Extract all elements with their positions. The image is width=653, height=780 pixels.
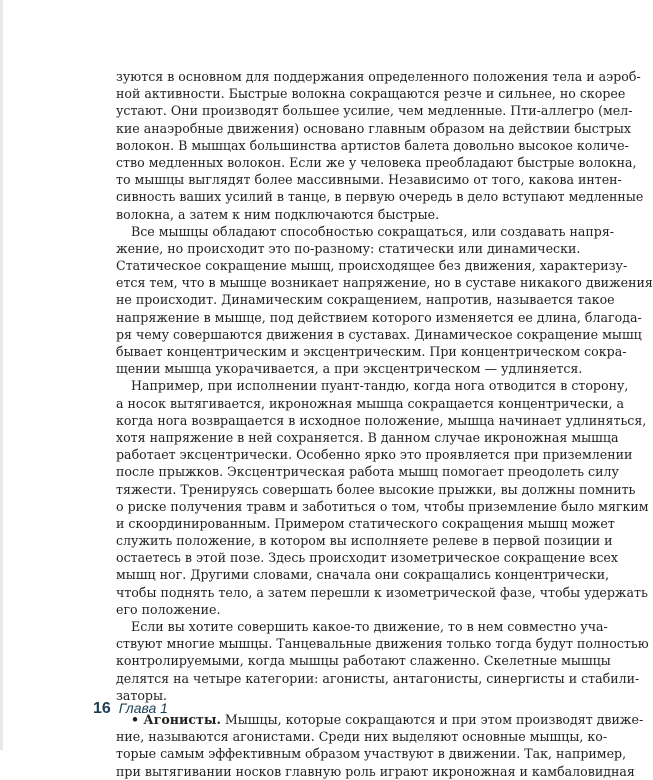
text-line: заторы. (116, 687, 168, 703)
text-line: волокна, а затем к ним подключаются быстрые. (116, 206, 440, 222)
paragraph-3 (116, 377, 649, 618)
text-line: щении мышца укорачивается, а при эксцентрическом — удлиняется. (116, 361, 583, 377)
body-text (116, 68, 653, 780)
text-line: кие анаэробные движения) основано главным образом на действии быстрых (116, 120, 632, 136)
paragraph-2 (116, 223, 653, 378)
text-line: делятся на четыре категории: агонисты, антагонисты, синергисты и стабили- (116, 670, 640, 686)
text-line: Все мышцы обладают способностью сокращаться, или создавать напря- (131, 223, 615, 239)
text-line: после прыжков. Эксцентрическая работа мышц помогает преодолеть силу (116, 464, 619, 480)
bullet-term: • Агонисты. (131, 711, 221, 727)
text-line: не происходит. Динамическим сокращением, напротив, называется такое (116, 292, 615, 308)
text-line: мышц ног. Другими словами, сначала они сокращались концентрически, (116, 567, 610, 583)
text-line: ется тем, что в мышце возникает напряжение, но в суставе никакого движения (116, 275, 653, 291)
text-line: его положение. (116, 601, 221, 617)
text-line: устают. Они производят большее усилие, чем медленные. Пти-аллегро (мел- (116, 103, 633, 119)
text-line: ствуют многие мышцы. Танцевальные движения только тогда будут полностью (116, 636, 649, 652)
paragraph-1 (116, 68, 644, 223)
text-line: ной активности. Быстрые волокна сокращаются резче и сильнее, но скорее (116, 86, 626, 102)
text-line: и скоординированным. Примером статического сокращения мышц может (116, 515, 615, 531)
bullet-first-line (116, 711, 644, 728)
page-edge (0, 0, 3, 750)
text-line: чтобы поднять тело, а затем перешли к изометрической фазе, чтобы удержать (116, 584, 648, 600)
bullet-agonists (116, 711, 644, 780)
text-line: хотя напряжение в ней сохраняется. В данном случае икроножная мышца (116, 429, 619, 445)
text-line: контролируемыми, когда мышцы работают слаженно. Скелетные мышцы (116, 653, 611, 669)
text-line: а носок вытягивается, икроножная мышца сокращается концентрически, а (116, 395, 625, 411)
text-line: Например, при исполнении пуант-тандю, когда нога отводится в сторону, (131, 378, 629, 394)
text-line: Статическое сокращение мышц, происходящее без движения, характеризу- (116, 258, 628, 274)
text-line: когда нога возвращается в исходное положение, мышца начинает удлиняться, (116, 412, 647, 428)
text-line: Если вы хотите совершить какое-то движение, то в нем совместно уча- (131, 619, 608, 634)
text-line: остаетесь в этой позе. Здесь происходит изометрическое сокращение всех (116, 550, 618, 566)
text-line: работает эксцентрически. Особенно ярко это проявляется при приземлении (116, 447, 633, 463)
text-line: сивность ваших усилий в танце, в первую очередь в дело вступают медленные (116, 189, 644, 205)
text-line: бывает концентрическим и эксцентрическим. При концентрическом сокра- (116, 344, 627, 359)
page-number: 16 (93, 700, 111, 717)
bullet-first-line-text: Мышцы, которые сокращаются и при этом производят движе- (220, 711, 644, 727)
text-line: ние, называются агонистами. Среди них выделяют основные мышцы, ко- (116, 729, 608, 745)
text-line: зуются в основном для поддержания определенного положения тела и аэроб- (116, 69, 641, 84)
page-footer (93, 700, 168, 722)
text-line: тяжести. Тренируясь совершать более высокие прыжки, вы должны помнить (116, 481, 636, 497)
text-line: волокон. В мышцах большинства артистов балета довольно высокое количе- (116, 137, 629, 153)
paragraph-4 (116, 618, 649, 704)
paragraph-gap (116, 704, 516, 711)
chapter-title: Глава 1 (118, 700, 168, 716)
text-line: служить положение, в котором вы исполняете релеве в первой позиции и (116, 533, 613, 549)
text-line: при вытягивании носков главную роль играют икроножная и камбаловидная (116, 763, 635, 779)
text-line: торые самым эффективным образом участвуют в движении. Так, например, (116, 746, 627, 762)
text-line: о риске получения травм и заботиться о том, чтобы приземление было мягким (116, 498, 649, 514)
text-line: то мышцы выглядят более массивными. Независимо от того, какова интен- (116, 172, 622, 188)
text-line: жение, но происходит это по-разному: статически или динамически. (116, 240, 581, 256)
text-line: напряжение в мышце, под действием которого изменяется ее длина, благода- (116, 309, 642, 325)
text-line: ство медленных волокон. Если же у человека преобладают быстрые волокна, (116, 154, 637, 170)
text-line: ря чему совершаются движения в суставах. Динамическое сокращение мышц (116, 326, 642, 342)
